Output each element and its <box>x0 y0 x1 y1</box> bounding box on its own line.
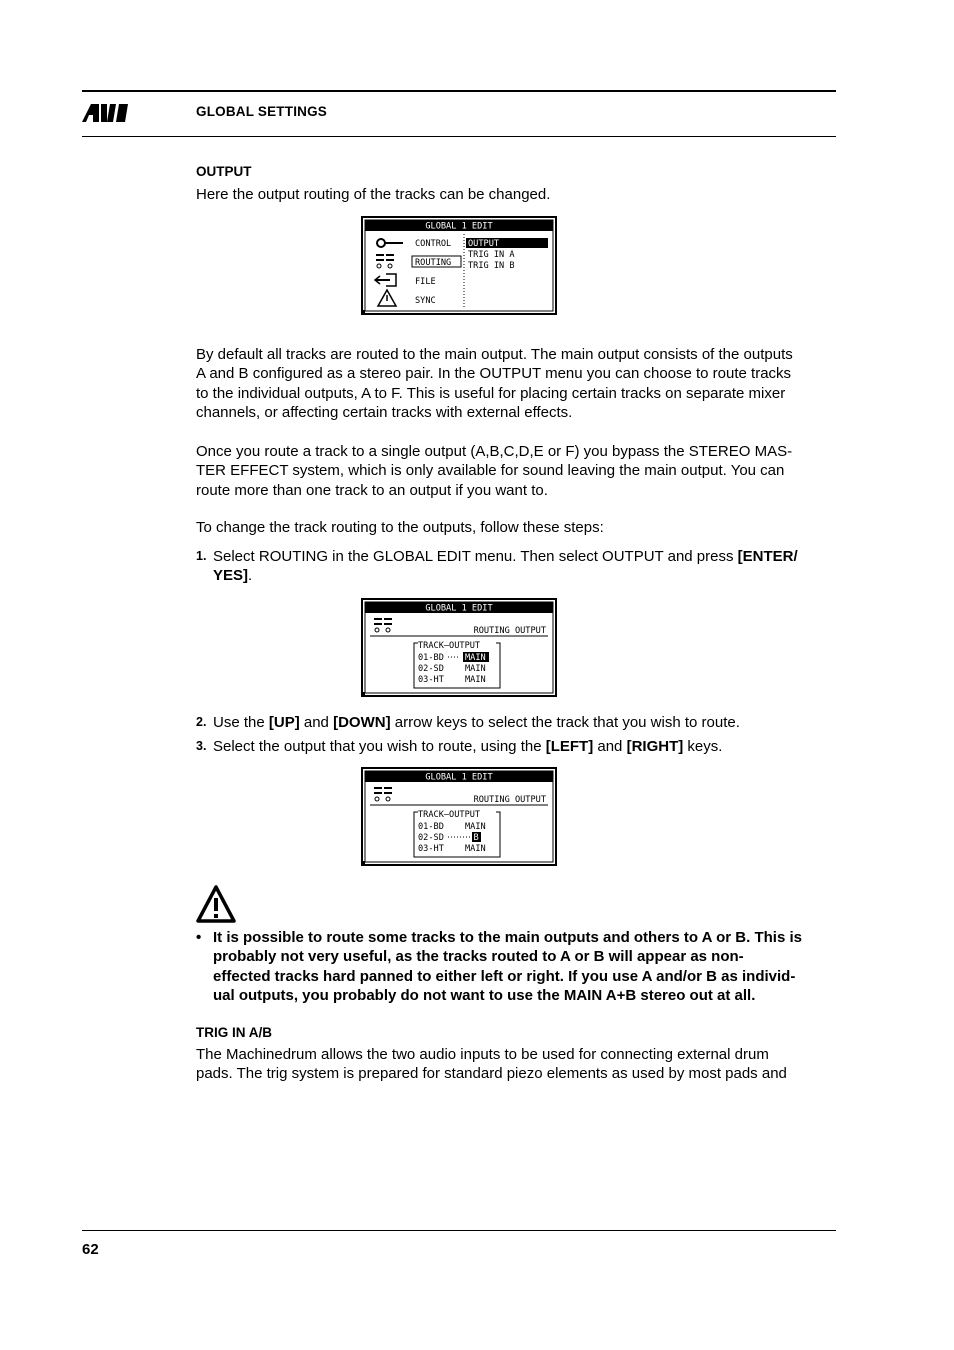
lcd1-menu-file: FILE <box>415 277 436 287</box>
lcd2-track-3: 03-HT <box>418 675 444 685</box>
lcd3-output-3: MAIN <box>465 844 486 854</box>
lcd1-title: GLOBAL 1 EDIT <box>425 221 493 232</box>
paragraph-line: By default all tracks are routed to the main output. The main output consists of the outputs <box>196 346 793 363</box>
paragraph-line: The Machinedrum allows the two audio inputs to be used for connecting external drum <box>196 1046 769 1063</box>
footer-rule <box>82 1230 836 1231</box>
paragraph-line: channels, or affecting certain tracks with external effects. <box>196 403 573 421</box>
lcd1-submenu-output: OUTPUT <box>468 239 500 249</box>
lcd2-output-2: MAIN <box>465 664 486 674</box>
paragraph-default-routing <box>196 345 841 422</box>
lcd3-output-1: MAIN <box>465 822 486 832</box>
header-top-rule <box>82 90 836 92</box>
trig-in-paragraph <box>196 1045 841 1084</box>
paragraph-steps-intro: To change the track routing to the outputs, follow these steps: <box>196 519 604 536</box>
lcd3-track-1: 01-BD <box>418 822 444 832</box>
lcd-global-edit-menu <box>360 216 558 316</box>
lcd3-title: GLOBAL 1 EDIT <box>425 772 493 783</box>
lcd1-submenu-trig-in-b: TRIG IN B <box>468 261 515 271</box>
lcd2-output-3: MAIN <box>465 675 486 685</box>
lcd2-subtitle: ROUTING OUTPUT <box>473 626 546 636</box>
output-heading: OUTPUT <box>196 164 252 179</box>
step-number: 2. <box>196 715 207 729</box>
step-2 <box>196 713 841 732</box>
paragraph-line: route more than one track to an output if you want to. <box>196 481 548 499</box>
paragraph-bypass-effect <box>196 442 841 500</box>
trig-in-heading: TRIG IN A/B <box>196 1025 272 1040</box>
step-text: Use the [UP] and [DOWN] arrow keys to select the track that you wish to route. <box>213 714 740 731</box>
bullet-dot: • <box>196 929 202 946</box>
step-3 <box>196 737 841 756</box>
lcd2-title: GLOBAL 1 EDIT <box>425 603 493 614</box>
lcd-routing-output-b <box>360 767 558 867</box>
page-number: 62 <box>82 1241 99 1258</box>
lcd2-track-1: 01-BD <box>418 653 444 663</box>
header-bottom-rule <box>82 136 836 137</box>
paragraph-line: pads. The trig system is prepared for standard piezo elements as used by most pads and <box>196 1065 787 1083</box>
step-1 <box>196 547 841 586</box>
lcd3-output-2: B <box>473 833 479 843</box>
paragraph-line: TER EFFECT system, which is only available for sound leaving the main output. You can <box>196 462 785 480</box>
lcd2-track-2: 02-SD <box>418 664 444 674</box>
step-text: Select ROUTING in the GLOBAL EDIT menu. Then select OUTPUT and press [ENTER/ YES]. <box>213 548 798 585</box>
lcd-routing-output-main <box>360 598 558 698</box>
lcd3-track-2: 02-SD <box>418 833 444 843</box>
paragraph-line: to the individual outputs, A to F. This is useful for placing certain tracks on separate mixer <box>196 384 786 402</box>
lcd1-menu-sync: SYNC <box>415 296 436 306</box>
step-text: Select the output that you wish to route, using the [LEFT] and [RIGHT] keys. <box>213 738 723 755</box>
paragraph-line: A and B configured as a stereo pair. In the OUTPUT menu you can choose to route tracks <box>196 365 792 383</box>
step-number: 1. <box>196 549 207 563</box>
output-intro: Here the output routing of the tracks can be changed. <box>196 186 551 203</box>
warning-note <box>196 928 841 1005</box>
lcd3-columns: TRACK—OUTPUT <box>418 810 481 820</box>
lcd3-track-3: 03-HT <box>418 844 444 854</box>
lcd2-columns: TRACK—OUTPUT <box>418 641 481 651</box>
warning-text: It is possible to route some tracks to the main outputs and others to A or B. This is probably not very useful, as the tracks routed to A or B will appear as non- effected tracks hard panned to either left or right. If you use A and/or B as individ- ual outputs, you probably do not want to use the MAIN A+B stereo out at all. <box>213 929 802 1004</box>
elektron-logo <box>82 104 130 122</box>
lcd3-subtitle: ROUTING OUTPUT <box>473 795 546 805</box>
lcd1-menu-routing: ROUTING <box>415 258 452 268</box>
lcd1-menu-control: CONTROL <box>415 239 452 249</box>
step-number: 3. <box>196 739 207 753</box>
lcd1-submenu-trig-in-a: TRIG IN A <box>468 250 515 260</box>
paragraph-line: Once you route a track to a single output (A,B,C,D,E or F) you bypass the STEREO MAS- <box>196 443 793 460</box>
lcd2-output-1: MAIN <box>465 653 486 663</box>
warning-triangle-icon <box>195 884 237 924</box>
header-section-title: GLOBAL SETTINGS <box>196 104 328 119</box>
